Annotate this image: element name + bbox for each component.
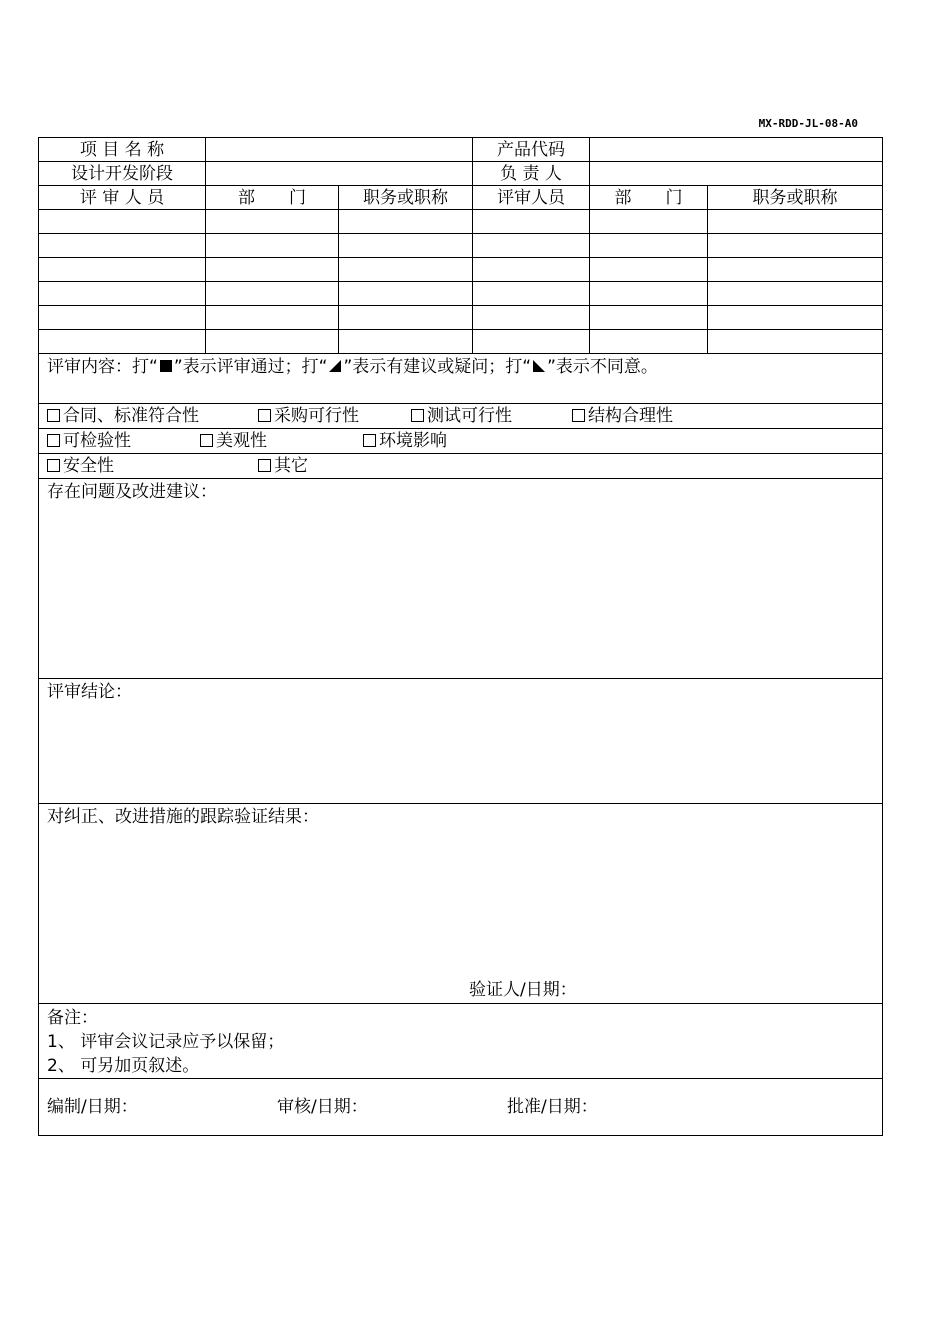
table-cell[interactable]	[708, 258, 883, 282]
checklist-row-1	[39, 404, 883, 429]
checkbox-label: 可检验性	[63, 431, 131, 451]
table-cell[interactable]	[206, 306, 339, 330]
note-item: 2、 可另加页叙述。	[47, 1056, 200, 1076]
owner-label: 负 责 人	[473, 162, 590, 186]
review-content-instruction	[39, 354, 883, 404]
table-cell[interactable]	[39, 258, 206, 282]
table-cell[interactable]	[708, 234, 883, 258]
project-row	[39, 138, 883, 162]
table-cell[interactable]	[590, 282, 708, 306]
filled-square-icon	[159, 359, 173, 373]
table-cell[interactable]	[206, 234, 339, 258]
conclusion-field[interactable]	[39, 679, 883, 804]
checkbox-icon[interactable]	[47, 459, 60, 472]
table-cell[interactable]	[339, 330, 473, 354]
checkbox-contract-standard[interactable]	[47, 405, 240, 427]
checkbox-inspectability[interactable]	[47, 430, 182, 452]
product-code-label: 产品代码	[473, 138, 590, 162]
checklist-row-3	[39, 454, 883, 479]
notes-cell	[39, 1004, 883, 1079]
table-cell[interactable]	[708, 306, 883, 330]
reviewer-row	[39, 258, 883, 282]
instruction-disagree-text: ”表示不同意。	[547, 357, 658, 377]
tracking-label: 对纠正、改进措施的跟踪验证结果：	[47, 807, 319, 827]
table-cell[interactable]	[590, 234, 708, 258]
checkbox-testing[interactable]	[411, 405, 554, 427]
checkbox-label: 安全性	[63, 456, 114, 476]
column-header: 职务或职称	[708, 186, 883, 210]
signature-cell	[39, 1079, 883, 1136]
table-cell[interactable]	[39, 306, 206, 330]
triangle-lower-right-icon	[328, 359, 342, 373]
column-header: 评 审 人 员	[39, 186, 206, 210]
checklist-cell	[39, 454, 883, 479]
checkbox-label: 合同、标准符合性	[63, 406, 199, 426]
table-cell[interactable]	[206, 258, 339, 282]
table-cell[interactable]	[39, 210, 206, 234]
problems-field[interactable]	[39, 479, 883, 679]
document-code: MX-RDD-JL-08-A0	[758, 117, 858, 130]
table-cell[interactable]	[590, 330, 708, 354]
table-cell[interactable]	[708, 330, 883, 354]
checkbox-icon[interactable]	[258, 409, 271, 422]
table-cell[interactable]	[473, 210, 590, 234]
checkbox-structure[interactable]	[572, 405, 673, 427]
tracking-field[interactable]	[39, 804, 883, 1004]
reviewer-row	[39, 210, 883, 234]
owner-field[interactable]	[590, 162, 883, 186]
table-cell[interactable]	[473, 330, 590, 354]
column-header: 部 门	[206, 186, 339, 210]
review-content-instruction-row	[39, 354, 883, 404]
review-date-label: 审核/日期：	[277, 1097, 368, 1117]
checkbox-label: 环境影响	[379, 431, 447, 451]
reviewer-row	[39, 282, 883, 306]
checkbox-label: 美观性	[216, 431, 267, 451]
checkbox-safety[interactable]	[47, 455, 240, 477]
stage-row	[39, 162, 883, 186]
column-header: 部 门	[590, 186, 708, 210]
conclusion-label: 评审结论：	[47, 682, 132, 702]
table-cell[interactable]	[39, 330, 206, 354]
table-cell[interactable]	[708, 282, 883, 306]
table-cell[interactable]	[590, 258, 708, 282]
checkbox-aesthetics[interactable]	[200, 430, 345, 452]
checkbox-icon[interactable]	[411, 409, 424, 422]
table-cell[interactable]	[473, 234, 590, 258]
checklist-cell	[39, 429, 883, 454]
table-cell[interactable]	[473, 282, 590, 306]
table-cell[interactable]	[473, 258, 590, 282]
instruction-suggest-text: ”表示有建议或疑问；打“	[343, 357, 532, 377]
verifier-date-label: 验证人/日期：	[469, 980, 577, 1000]
checkbox-icon[interactable]	[47, 434, 60, 447]
table-cell[interactable]	[39, 282, 206, 306]
checklist-row-2	[39, 429, 883, 454]
table-cell[interactable]	[339, 210, 473, 234]
checkbox-label: 采购可行性	[274, 406, 359, 426]
instruction-pass-text: ”表示评审通过；打“	[173, 357, 328, 377]
checkbox-other[interactable]	[258, 455, 308, 477]
notes-title: 备注：	[47, 1008, 98, 1028]
table-cell[interactable]	[206, 330, 339, 354]
table-cell[interactable]	[206, 210, 339, 234]
reviewer-row	[39, 330, 883, 354]
checkbox-icon[interactable]	[572, 409, 585, 422]
conclusion-section	[39, 679, 883, 804]
table-cell[interactable]	[473, 306, 590, 330]
table-cell[interactable]	[339, 258, 473, 282]
table-cell[interactable]	[339, 282, 473, 306]
problems-label: 存在问题及改进建议：	[47, 482, 217, 502]
table-cell[interactable]	[590, 306, 708, 330]
review-record-form	[38, 137, 883, 1136]
checkbox-label: 其它	[274, 456, 308, 476]
triangle-lower-left-icon	[532, 359, 546, 373]
signature-row	[39, 1079, 883, 1136]
table-cell[interactable]	[339, 306, 473, 330]
instruction-prefix: 评审内容：打“	[47, 357, 158, 377]
table-cell[interactable]	[206, 282, 339, 306]
notes-section	[39, 1004, 883, 1079]
checklist-cell	[39, 404, 883, 429]
checkbox-icon[interactable]	[200, 434, 213, 447]
project-name-label: 项 目 名 称	[39, 138, 206, 162]
table-cell[interactable]	[339, 234, 473, 258]
reviewer-row	[39, 234, 883, 258]
project-name-field[interactable]	[206, 138, 473, 162]
table-cell[interactable]	[590, 210, 708, 234]
checkbox-procurement[interactable]	[258, 405, 393, 427]
product-code-field[interactable]	[590, 138, 883, 162]
tracking-section	[39, 804, 883, 1004]
column-header: 评审人员	[473, 186, 590, 210]
checkbox-icon[interactable]	[47, 409, 60, 422]
approve-date-label: 批准/日期：	[507, 1097, 598, 1117]
table-cell[interactable]	[39, 234, 206, 258]
checkbox-icon[interactable]	[258, 459, 271, 472]
column-header: 职务或职称	[339, 186, 473, 210]
checkbox-icon[interactable]	[363, 434, 376, 447]
checkbox-label: 结构合理性	[588, 406, 673, 426]
checkbox-label: 测试可行性	[427, 406, 512, 426]
reviewer-row	[39, 306, 883, 330]
table-cell[interactable]	[708, 210, 883, 234]
stage-label: 设计开发阶段	[39, 162, 206, 186]
compile-date-label: 编制/日期：	[47, 1097, 138, 1117]
checkbox-environment[interactable]	[363, 430, 447, 452]
stage-field[interactable]	[206, 162, 473, 186]
problems-section	[39, 479, 883, 679]
note-item: 1、 评审会议记录应予以保留；	[47, 1032, 285, 1052]
reviewers-header-row	[39, 186, 883, 210]
